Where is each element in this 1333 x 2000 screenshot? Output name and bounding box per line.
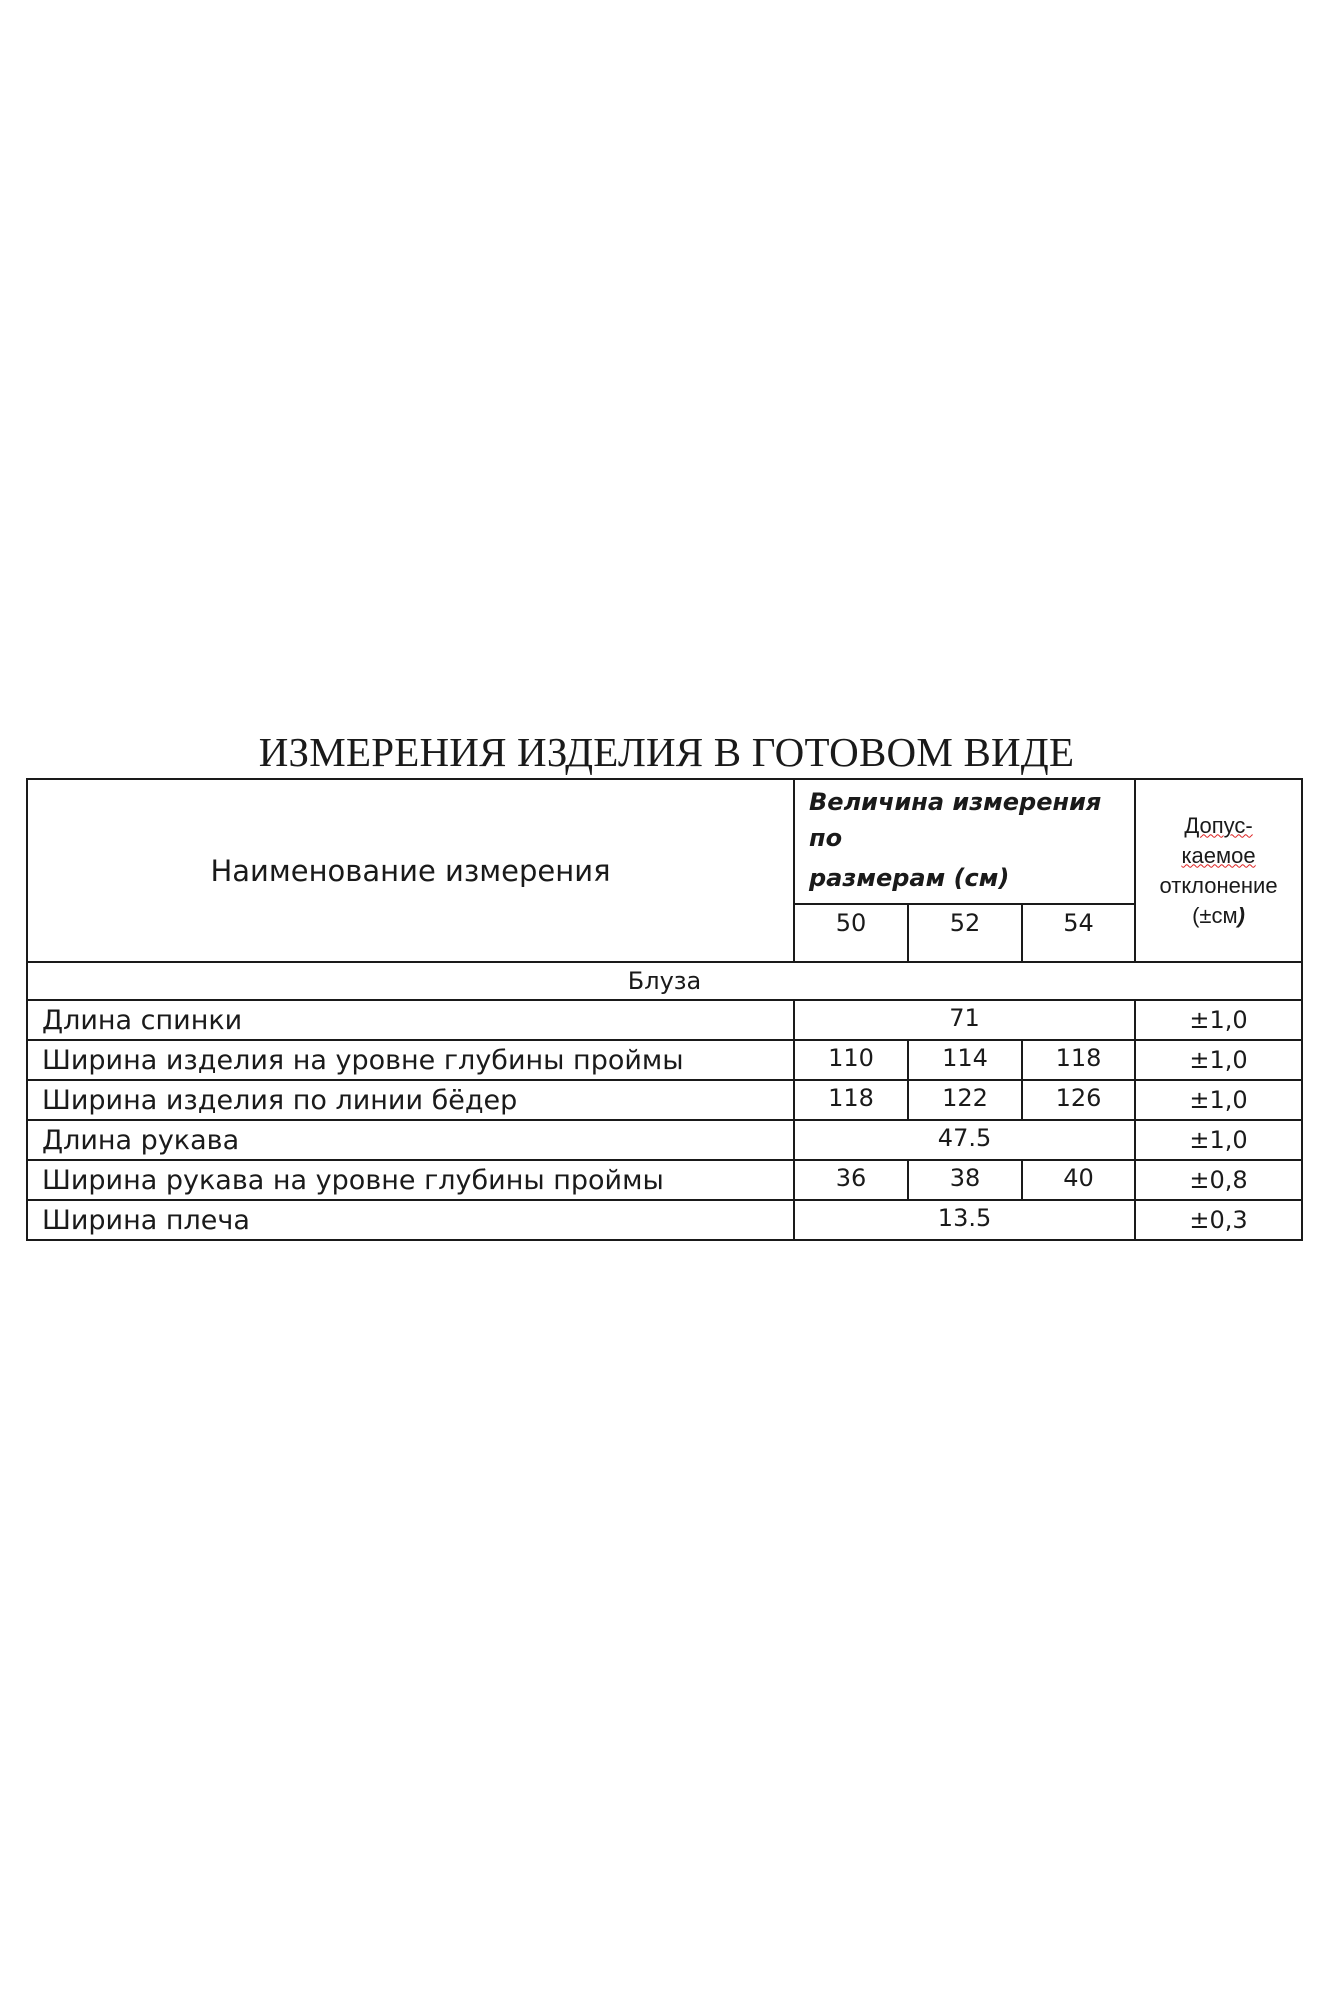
page-title: ИЗМЕРЕНИЯ ИЗДЕЛИЯ В ГОТОВОМ ВИДЕ [258,729,1075,775]
row-name: Ширина изделия на уровне глубины проймы [27,1040,794,1080]
header-row [27,779,1302,904]
header-tolerance-paren: ) [1237,902,1245,928]
row-tolerance: ±1,0 [1135,1040,1302,1080]
row-value-50 [794,1080,908,1120]
row-value-54 [1022,1160,1135,1200]
size-54-header [1022,904,1135,962]
header-tolerance-line4 [1136,901,1301,931]
table-row [27,1160,1302,1200]
header-tolerance-unit: (±см [1192,902,1238,928]
row-value: 110 [828,1044,874,1072]
row-value-52 [908,1160,1022,1200]
table-row [27,1040,1302,1080]
row-value: 122 [942,1084,988,1112]
size-50-header [794,904,908,962]
row-name: Длина спинки [27,1000,794,1040]
header-tolerance-line3: отклонение [1159,872,1278,898]
row-value: 126 [1055,1084,1102,1112]
row-value: 118 [1055,1044,1102,1072]
size-52-header [908,904,1022,962]
row-value-52 [908,1040,1022,1080]
table-row [27,1000,1302,1040]
row-name: Ширина рукава на уровне глубины проймы [27,1160,794,1200]
size-label: 54 [1063,909,1094,937]
row-name: Длина рукава [27,1120,794,1160]
row-tolerance: ±0,3 [1135,1200,1302,1240]
row-value-54 [1022,1080,1135,1120]
header-tolerance-line2: каемое [1181,842,1256,868]
row-value: 114 [942,1044,988,1072]
header-sizes-line1: Величина измерения по [809,788,1102,852]
row-value: 40 [1063,1164,1094,1192]
section-label: Блуза [27,962,1302,1000]
row-value: 38 [949,1164,981,1192]
row-tolerance: ±1,0 [1135,1080,1302,1120]
row-tolerance: ±0,8 [1135,1160,1302,1200]
table-row [27,1120,1302,1160]
header-tolerance-cell [1135,779,1302,962]
row-tolerance: ±1,0 [1135,1000,1302,1040]
row-tolerance: ±1,0 [1135,1120,1302,1160]
row-value-merged [794,1000,1135,1040]
row-name: Ширина плеча [27,1200,794,1240]
section-row [27,962,1302,1000]
row-value: 47.5 [937,1124,992,1152]
header-name-cell: Наименование измерения [27,779,794,962]
row-value: 36 [835,1164,867,1192]
header-sizes-cell [794,779,1135,904]
size-label: 52 [949,909,981,937]
row-value-54 [1022,1040,1135,1080]
header-tolerance-line1: Допус- [1184,812,1253,838]
row-value: 71 [949,1004,980,1032]
measurements-table [26,778,1303,1241]
row-name: Ширина изделия по линии бёдер [27,1080,794,1120]
table-row [27,1080,1302,1120]
row-value-50 [794,1040,908,1080]
header-sizes-line2: размерам (см) [809,864,1010,892]
row-value-50 [794,1160,908,1200]
table-row [27,1200,1302,1240]
row-value-merged [794,1120,1135,1160]
row-value-52 [908,1080,1022,1120]
row-value: 13.5 [937,1204,992,1232]
row-value-merged [794,1200,1135,1240]
row-value: 118 [828,1084,874,1112]
size-label: 50 [835,909,867,937]
